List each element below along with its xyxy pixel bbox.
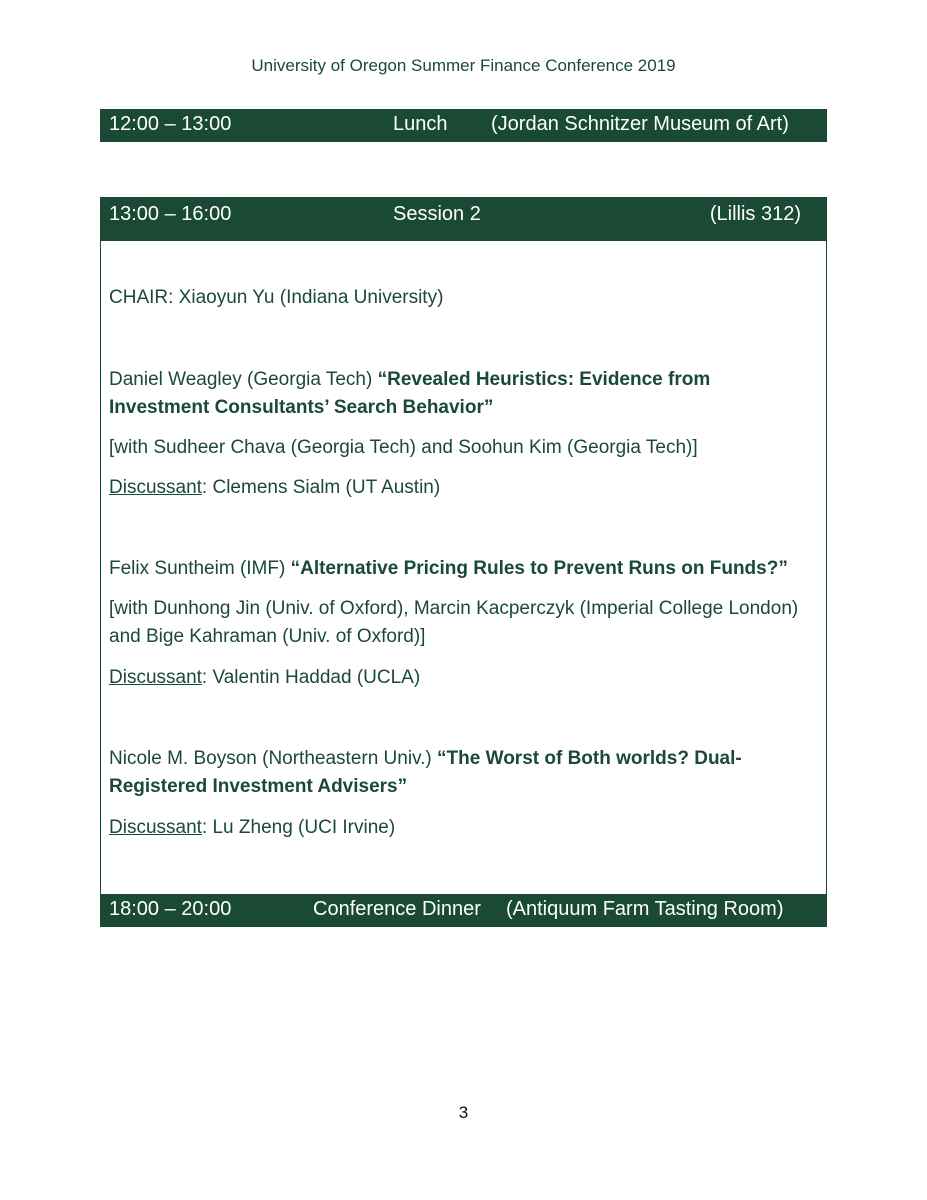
session-label: Session 2 [393, 203, 481, 225]
paper-2-discussant-name: : Valentin Haddad (UCLA) [201, 667, 421, 688]
lunch-location: (Jordan Schnitzer Museum of Art) [491, 113, 789, 135]
paper-3-heading [109, 745, 819, 773]
paper-2-coauthors: [with Dunhong Jin (Univ. of Oxford), Marcin Kacperczyk (Imperial College London) [109, 598, 799, 619]
paper-1-discussant-label: Discussant [109, 477, 202, 498]
page-number: 3 [458, 1103, 469, 1122]
paper-2-presenter: Felix Suntheim (IMF) [109, 558, 291, 579]
session-bar [100, 197, 827, 241]
paper-1-title-cont: Investment Consultants’ Search Behavior” [109, 397, 494, 418]
lunch-time: 12:00 – 13:00 [109, 113, 232, 135]
dinner-location: (Antiquum Farm Tasting Room) [506, 898, 784, 920]
conference-title: University of Oregon Summer Finance Conference 2019 [251, 56, 676, 75]
paper-1-discussant [109, 474, 819, 502]
dinner-time: 18:00 – 20:00 [109, 898, 232, 920]
paper-1-discussant-name: : Clemens Sialm (UT Austin) [201, 477, 441, 498]
paper-3-discussant-name: : Lu Zheng (UCI Irvine) [201, 817, 396, 838]
session-chair: CHAIR: Xiaoyun Yu (Indiana University) [109, 287, 444, 308]
paper-3-discussant-label: Discussant [109, 817, 202, 838]
paper-1-coauthors: [with Sudheer Chava (Georgia Tech) and Soohun Kim (Georgia Tech)] [109, 437, 698, 458]
dinner-label: Conference Dinner [313, 898, 481, 920]
paper-2-discussant-label: Discussant [109, 667, 202, 688]
session-location: (Lillis 312) [709, 203, 801, 225]
paper-2-coauthors-cont: and Bige Kahraman (Univ. of Oxford)] [109, 626, 426, 647]
paper-2-discussant [109, 664, 819, 692]
paper-2-heading [109, 555, 819, 583]
paper-2-title: “Alternative Pricing Rules to Prevent Runs on Funds?” [290, 558, 788, 579]
paper-3-discussant [109, 814, 819, 842]
lunch-label: Lunch [393, 113, 448, 135]
lunch-bar [100, 109, 827, 142]
paper-3-presenter: Nicole M. Boyson (Northeastern Univ.) [109, 748, 438, 769]
paper-1-title: “Revealed Heuristics: Evidence from [377, 369, 711, 390]
paper-3-title-cont: Registered Investment Advisers” [109, 776, 408, 797]
session-time: 13:00 – 16:00 [109, 203, 232, 225]
paper-3-title: “The Worst of Both worlds? Dual- [437, 748, 742, 769]
paper-1-presenter: Daniel Weagley (Georgia Tech) [109, 369, 378, 390]
paper-1-heading [109, 366, 819, 394]
dinner-bar [100, 894, 827, 927]
